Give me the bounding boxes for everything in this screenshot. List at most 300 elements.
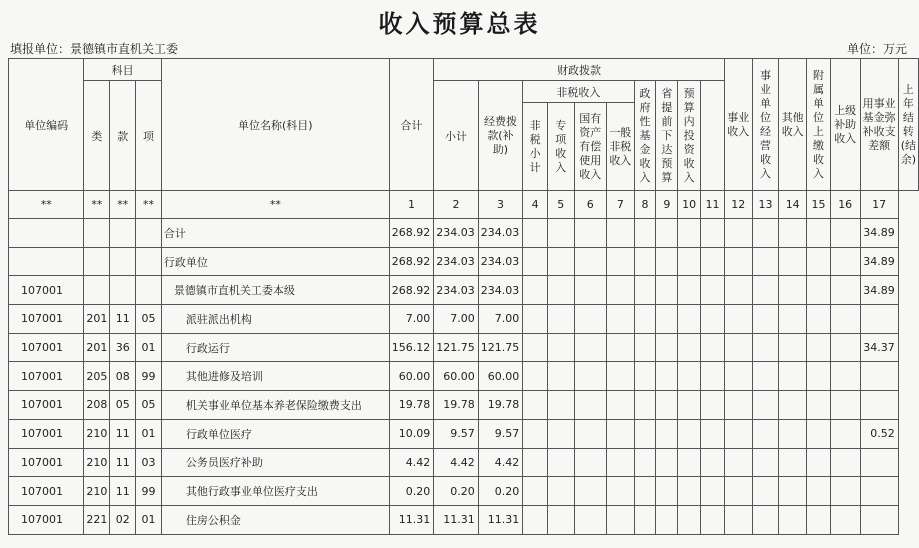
row-section: 11 xyxy=(110,448,136,477)
row-empty-cell xyxy=(656,477,678,506)
row-empty-cell xyxy=(678,276,701,305)
row-last-year xyxy=(860,505,898,534)
row-empty-cell xyxy=(523,505,548,534)
row-class: 201 xyxy=(84,333,110,362)
row-section xyxy=(110,247,136,276)
index-item: ** xyxy=(136,191,162,219)
index-number: 3 xyxy=(478,191,523,219)
row-funding: 4.42 xyxy=(478,448,523,477)
row-total: 10.09 xyxy=(389,419,434,448)
row-empty-cell xyxy=(523,362,548,391)
header-career: 事业收入 xyxy=(724,59,752,191)
row-empty-cell xyxy=(724,247,752,276)
row-empty-cell xyxy=(678,419,701,448)
index-number: 16 xyxy=(830,191,860,219)
row-item: 03 xyxy=(136,448,162,477)
row-empty-cell xyxy=(779,219,807,248)
row-funding: 19.78 xyxy=(478,391,523,420)
row-empty-cell xyxy=(634,362,656,391)
index-number: 1 xyxy=(389,191,434,219)
row-subtotal: 11.31 xyxy=(434,505,479,534)
row-empty-cell xyxy=(523,477,548,506)
row-empty-cell xyxy=(547,505,574,534)
row-item: 01 xyxy=(136,333,162,362)
table-row xyxy=(9,362,919,391)
row-dept-code: 107001 xyxy=(9,305,84,334)
row-section: 08 xyxy=(110,362,136,391)
row-empty-cell xyxy=(634,505,656,534)
row-class: 210 xyxy=(84,477,110,506)
index-number: 4 xyxy=(523,191,548,219)
row-subtotal: 4.42 xyxy=(434,448,479,477)
row-subtotal: 7.00 xyxy=(434,305,479,334)
row-empty-cell xyxy=(830,391,860,420)
row-empty-cell xyxy=(547,362,574,391)
row-empty-cell xyxy=(807,419,831,448)
row-empty-cell xyxy=(752,505,779,534)
row-empty-cell xyxy=(656,247,678,276)
row-subtotal: 19.78 xyxy=(434,391,479,420)
row-dept-code: 107001 xyxy=(9,448,84,477)
row-empty-cell xyxy=(634,219,656,248)
row-empty-cell xyxy=(634,419,656,448)
index-number: 5 xyxy=(547,191,574,219)
header-last-year: 上年结转(结余) xyxy=(898,59,918,191)
row-empty-cell xyxy=(807,505,831,534)
row-empty-cell xyxy=(607,419,635,448)
row-empty-cell xyxy=(807,477,831,506)
row-empty-cell xyxy=(678,505,701,534)
row-item: 99 xyxy=(136,362,162,391)
row-empty-cell xyxy=(724,333,752,362)
index-number: 11 xyxy=(701,191,725,219)
row-empty-cell xyxy=(656,448,678,477)
row-empty-cell xyxy=(523,419,548,448)
row-empty-cell xyxy=(701,305,725,334)
row-empty-cell xyxy=(634,477,656,506)
header-fiscal: 财政拨款 xyxy=(434,59,725,81)
row-subtotal: 234.03 xyxy=(434,247,479,276)
row-empty-cell xyxy=(752,419,779,448)
row-empty-cell xyxy=(779,247,807,276)
table-row xyxy=(9,419,919,448)
row-empty-cell xyxy=(830,448,860,477)
row-total: 4.42 xyxy=(389,448,434,477)
row-empty-cell xyxy=(807,305,831,334)
row-class: 210 xyxy=(84,419,110,448)
row-empty-cell xyxy=(807,448,831,477)
row-empty-cell xyxy=(656,391,678,420)
row-dept-code: 107001 xyxy=(9,391,84,420)
row-empty-cell xyxy=(607,391,635,420)
row-empty-cell xyxy=(724,391,752,420)
row-empty-cell xyxy=(779,305,807,334)
header-nontax-sub: 非税小计 xyxy=(523,103,548,191)
row-empty-cell xyxy=(701,448,725,477)
row-empty-cell xyxy=(574,219,606,248)
row-item: 05 xyxy=(136,305,162,334)
row-name: 其他进修及培训 xyxy=(161,362,389,391)
row-class: 210 xyxy=(84,448,110,477)
row-empty-cell xyxy=(724,419,752,448)
index-number: 9 xyxy=(656,191,678,219)
row-empty-cell xyxy=(547,247,574,276)
row-last-year xyxy=(860,305,898,334)
row-empty-cell xyxy=(678,448,701,477)
row-empty-cell xyxy=(807,247,831,276)
row-subtotal: 234.03 xyxy=(434,276,479,305)
row-last-year: 0.52 xyxy=(860,419,898,448)
row-subtotal: 234.03 xyxy=(434,219,479,248)
row-empty-cell xyxy=(724,305,752,334)
row-empty-cell xyxy=(523,219,548,248)
row-empty-cell xyxy=(547,276,574,305)
row-empty-cell xyxy=(678,219,701,248)
table-row xyxy=(9,219,919,248)
index-number: 8 xyxy=(634,191,656,219)
row-section: 02 xyxy=(110,505,136,534)
row-empty-cell xyxy=(656,419,678,448)
row-empty-cell xyxy=(574,247,606,276)
header-gov-fund: 政府性基金收入 xyxy=(634,81,656,191)
row-empty-cell xyxy=(830,477,860,506)
header-other: 其他收入 xyxy=(779,59,807,191)
row-empty-cell xyxy=(779,505,807,534)
row-last-year xyxy=(860,391,898,420)
row-empty-cell xyxy=(807,362,831,391)
row-empty-cell xyxy=(701,505,725,534)
header-general-nontax: 一般非税收入 xyxy=(607,103,635,191)
row-empty-cell xyxy=(607,305,635,334)
row-item: 99 xyxy=(136,477,162,506)
row-empty-cell xyxy=(830,505,860,534)
row-total: 268.92 xyxy=(389,276,434,305)
row-item xyxy=(136,276,162,305)
row-empty-cell xyxy=(634,276,656,305)
row-empty-cell xyxy=(830,419,860,448)
row-item xyxy=(136,219,162,248)
row-empty-cell xyxy=(724,362,752,391)
row-class xyxy=(84,219,110,248)
row-dept-code: 107001 xyxy=(9,276,84,305)
row-dept-code: 107001 xyxy=(9,419,84,448)
row-section xyxy=(110,276,136,305)
row-empty-cell xyxy=(574,276,606,305)
row-empty-cell xyxy=(779,448,807,477)
income-budget-table xyxy=(8,58,919,535)
header-class: 类 xyxy=(84,81,110,191)
row-empty-cell xyxy=(752,362,779,391)
row-empty-cell xyxy=(724,219,752,248)
row-empty-cell xyxy=(656,276,678,305)
row-last-year: 34.89 xyxy=(860,276,898,305)
row-empty-cell xyxy=(701,362,725,391)
row-empty-cell xyxy=(678,333,701,362)
row-subtotal: 0.20 xyxy=(434,477,479,506)
row-empty-cell xyxy=(724,477,752,506)
row-empty-cell xyxy=(678,305,701,334)
row-empty-cell xyxy=(607,362,635,391)
row-empty-cell xyxy=(574,419,606,448)
row-last-year: 34.89 xyxy=(860,219,898,248)
row-empty-cell xyxy=(574,505,606,534)
index-number: 2 xyxy=(434,191,479,219)
header-funding: 经费拨款(补助) xyxy=(478,81,523,191)
header-special: 专项收入 xyxy=(547,103,574,191)
row-funding: 60.00 xyxy=(478,362,523,391)
index-number: 17 xyxy=(860,191,898,219)
row-empty-cell xyxy=(656,333,678,362)
row-total: 0.20 xyxy=(389,477,434,506)
row-name: 行政运行 xyxy=(161,333,389,362)
row-empty-cell xyxy=(656,362,678,391)
header-subject: 科目 xyxy=(84,59,162,81)
table-row xyxy=(9,333,919,362)
row-empty-cell xyxy=(656,219,678,248)
row-empty-cell xyxy=(752,276,779,305)
row-funding: 9.57 xyxy=(478,419,523,448)
row-funding: 121.75 xyxy=(478,333,523,362)
table-row xyxy=(9,276,919,305)
table-row xyxy=(9,477,919,506)
row-class xyxy=(84,247,110,276)
header-item: 项 xyxy=(136,81,162,191)
row-empty-cell xyxy=(634,448,656,477)
row-item xyxy=(136,247,162,276)
row-class: 221 xyxy=(84,505,110,534)
row-empty-cell xyxy=(701,219,725,248)
row-subtotal: 121.75 xyxy=(434,333,479,362)
row-empty-cell xyxy=(574,391,606,420)
row-funding: 7.00 xyxy=(478,305,523,334)
row-last-year xyxy=(860,362,898,391)
row-empty-cell xyxy=(547,333,574,362)
row-empty-cell xyxy=(634,247,656,276)
row-empty-cell xyxy=(678,362,701,391)
row-funding: 234.03 xyxy=(478,219,523,248)
row-empty-cell xyxy=(779,419,807,448)
header-state-asset: 国有资产有偿使用收入 xyxy=(574,103,606,191)
header-fund-balance: 用事业基金弥补收支差额 xyxy=(860,59,898,191)
row-empty-cell xyxy=(523,247,548,276)
index-number: 13 xyxy=(752,191,779,219)
row-empty-cell xyxy=(807,391,831,420)
index-number: 12 xyxy=(724,191,752,219)
row-empty-cell xyxy=(807,276,831,305)
row-funding: 234.03 xyxy=(478,247,523,276)
row-section: 11 xyxy=(110,419,136,448)
row-dept-code: 107001 xyxy=(9,362,84,391)
row-empty-cell xyxy=(634,305,656,334)
index-row xyxy=(9,191,919,219)
row-empty-cell xyxy=(701,391,725,420)
index-code: ** xyxy=(9,191,84,219)
header-budget-invest: 预算内投资收入 xyxy=(678,81,701,191)
row-empty-cell xyxy=(634,333,656,362)
row-empty-cell xyxy=(523,448,548,477)
row-empty-cell xyxy=(830,247,860,276)
row-subtotal: 9.57 xyxy=(434,419,479,448)
header-dept-name: 单位名称(科目) xyxy=(161,59,389,191)
row-dept-code: 107001 xyxy=(9,477,84,506)
header-subtotal: 小计 xyxy=(434,81,479,191)
row-empty-cell xyxy=(807,219,831,248)
row-dept-code: 107001 xyxy=(9,505,84,534)
row-name: 公务员医疗补助 xyxy=(161,448,389,477)
row-empty-cell xyxy=(830,362,860,391)
row-empty-cell xyxy=(574,333,606,362)
row-class xyxy=(84,276,110,305)
row-name: 行政单位 xyxy=(161,247,389,276)
row-total: 19.78 xyxy=(389,391,434,420)
row-funding: 0.20 xyxy=(478,477,523,506)
row-empty-cell xyxy=(724,505,752,534)
row-subtotal: 60.00 xyxy=(434,362,479,391)
row-empty-cell xyxy=(607,219,635,248)
row-section: 05 xyxy=(110,391,136,420)
row-name: 住房公积金 xyxy=(161,505,389,534)
row-empty-cell xyxy=(701,477,725,506)
row-empty-cell xyxy=(752,333,779,362)
row-name: 机关事业单位基本养老保险缴费支出 xyxy=(161,391,389,420)
row-total: 268.92 xyxy=(389,247,434,276)
row-empty-cell xyxy=(574,448,606,477)
row-empty-cell xyxy=(607,247,635,276)
index-number: 14 xyxy=(779,191,807,219)
fill-unit-label: 填报单位：景德镇市直机关工委 xyxy=(10,42,179,56)
row-item: 01 xyxy=(136,505,162,534)
row-empty-cell xyxy=(547,448,574,477)
row-empty-cell xyxy=(724,448,752,477)
row-class: 208 xyxy=(84,391,110,420)
row-item: 01 xyxy=(136,419,162,448)
row-empty-cell xyxy=(523,391,548,420)
table-row xyxy=(9,247,919,276)
row-name: 合计 xyxy=(161,219,389,248)
row-class: 201 xyxy=(84,305,110,334)
row-empty-cell xyxy=(779,391,807,420)
row-empty-cell xyxy=(779,333,807,362)
table-row xyxy=(9,391,919,420)
row-empty-cell xyxy=(807,333,831,362)
row-last-year xyxy=(860,448,898,477)
row-empty-cell xyxy=(607,276,635,305)
row-class: 205 xyxy=(84,362,110,391)
row-total: 11.31 xyxy=(389,505,434,534)
header-section: 款 xyxy=(110,81,136,191)
row-empty-cell xyxy=(678,247,701,276)
row-empty-cell xyxy=(523,305,548,334)
header-prov-transfer: 省提前下达预算 xyxy=(656,81,678,191)
header-dept-code: 单位编码 xyxy=(9,59,84,191)
row-empty-cell xyxy=(574,305,606,334)
header-total: 合计 xyxy=(389,59,434,191)
row-empty-cell xyxy=(779,477,807,506)
currency-unit-label: 单位：万元 xyxy=(846,42,907,56)
table-row xyxy=(9,505,919,534)
row-empty-cell xyxy=(779,362,807,391)
row-section xyxy=(110,219,136,248)
row-empty-cell xyxy=(701,247,725,276)
row-total: 7.00 xyxy=(389,305,434,334)
row-name: 其他行政事业单位医疗支出 xyxy=(161,477,389,506)
row-empty-cell xyxy=(752,477,779,506)
row-total: 156.12 xyxy=(389,333,434,362)
header-nontax: 非税收入 xyxy=(523,81,634,103)
row-empty-cell xyxy=(574,362,606,391)
row-empty-cell xyxy=(752,247,779,276)
row-empty-cell xyxy=(701,276,725,305)
index-number: 7 xyxy=(607,191,635,219)
row-last-year: 34.37 xyxy=(860,333,898,362)
row-empty-cell xyxy=(701,333,725,362)
row-empty-cell xyxy=(523,276,548,305)
row-empty-cell xyxy=(607,448,635,477)
row-section: 11 xyxy=(110,305,136,334)
row-empty-cell xyxy=(547,419,574,448)
row-empty-cell xyxy=(830,333,860,362)
row-empty-cell xyxy=(547,477,574,506)
row-empty-cell xyxy=(678,477,701,506)
row-empty-cell xyxy=(752,219,779,248)
row-empty-cell xyxy=(523,333,548,362)
row-empty-cell xyxy=(656,505,678,534)
row-empty-cell xyxy=(607,477,635,506)
row-total: 268.92 xyxy=(389,219,434,248)
row-empty-cell xyxy=(830,219,860,248)
row-empty-cell xyxy=(724,276,752,305)
row-section: 11 xyxy=(110,477,136,506)
row-empty-cell xyxy=(830,305,860,334)
row-empty-cell xyxy=(701,419,725,448)
row-funding: 11.31 xyxy=(478,505,523,534)
row-empty-cell xyxy=(678,391,701,420)
index-number: 10 xyxy=(678,191,701,219)
index-number: 15 xyxy=(807,191,831,219)
row-funding: 234.03 xyxy=(478,276,523,305)
row-last-year xyxy=(860,477,898,506)
index-number: 6 xyxy=(574,191,606,219)
index-name: ** xyxy=(161,191,389,219)
index-section: ** xyxy=(110,191,136,219)
row-name: 景德镇市直机关工委本级 xyxy=(161,276,389,305)
row-empty-cell xyxy=(830,276,860,305)
row-item: 05 xyxy=(136,391,162,420)
row-empty-cell xyxy=(656,305,678,334)
row-empty-cell xyxy=(752,305,779,334)
row-empty-cell xyxy=(752,391,779,420)
row-empty-cell xyxy=(779,276,807,305)
page-title: 收入预算总表 xyxy=(378,10,541,38)
row-empty-cell xyxy=(634,391,656,420)
index-class: ** xyxy=(84,191,110,219)
row-empty-cell xyxy=(547,305,574,334)
row-empty-cell xyxy=(574,477,606,506)
row-name: 派驻派出机构 xyxy=(161,305,389,334)
row-dept-code xyxy=(9,247,84,276)
header-career-ops: 事业单位经营收入 xyxy=(752,59,779,191)
row-empty-cell xyxy=(607,505,635,534)
row-empty-cell xyxy=(752,448,779,477)
row-last-year: 34.89 xyxy=(860,247,898,276)
row-empty-cell xyxy=(547,391,574,420)
row-dept-code xyxy=(9,219,84,248)
row-empty-cell xyxy=(607,333,635,362)
table-row xyxy=(9,448,919,477)
row-name: 行政单位医疗 xyxy=(161,419,389,448)
header-affiliated: 附属单位上缴收入 xyxy=(807,59,831,191)
table-row xyxy=(9,305,919,334)
